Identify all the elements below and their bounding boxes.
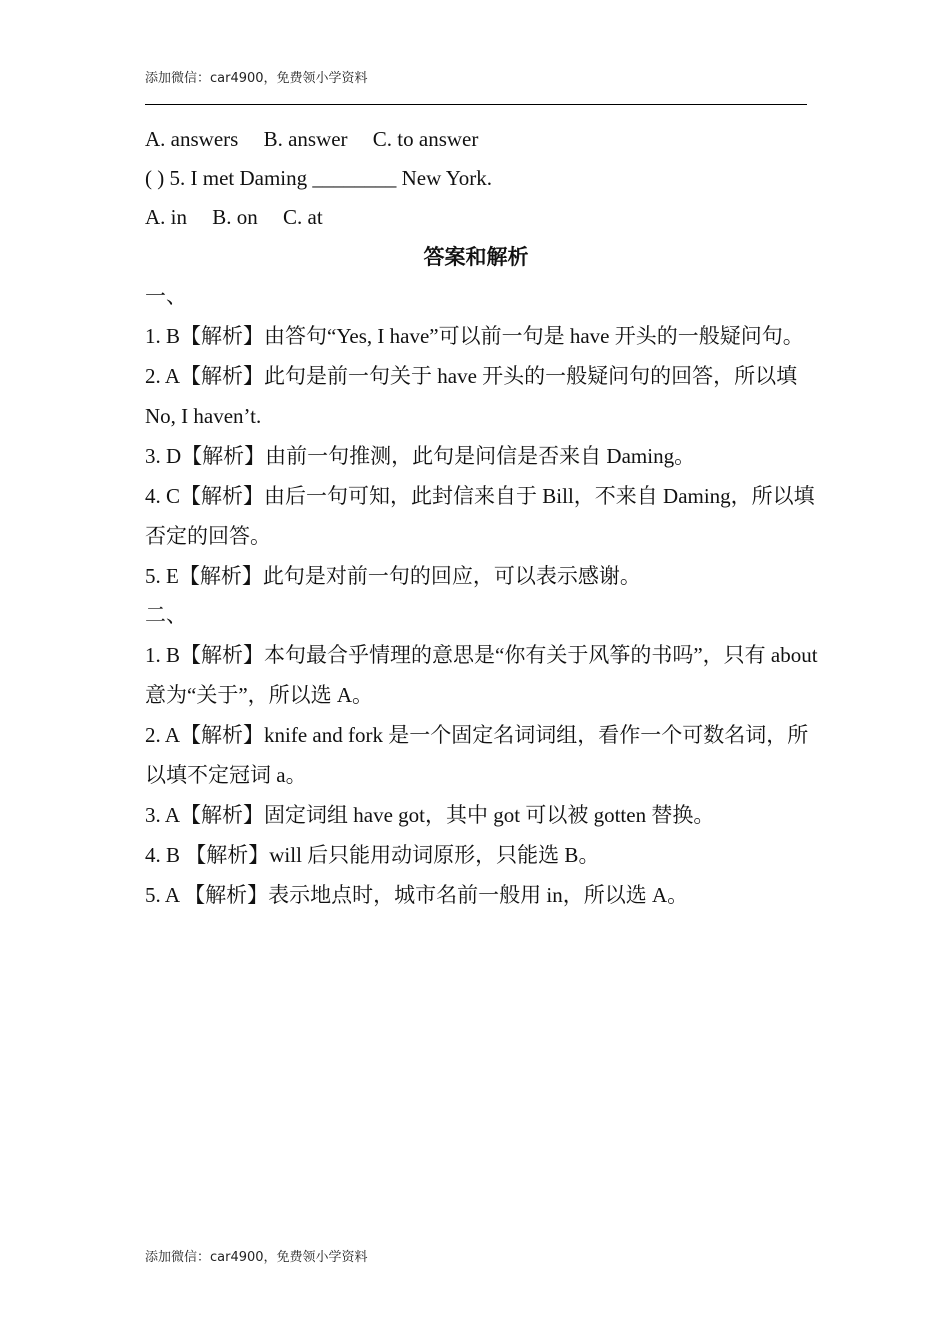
analysis-text: 固定词组 have got，其中 got 可以被 gotten 替换。 [264,803,715,827]
section-1-heading: 一、 [145,284,187,308]
analysis-text: 此句是对前一句的回应，可以表示感谢。 [262,564,641,588]
analysis-tag: 【解析】 [181,444,266,468]
answer-number: 2. A [145,364,181,388]
analysis-text: will 后只能用动词原形，只能选 B。 [269,843,600,867]
analysis-tag: 【解析】 [180,364,265,388]
answer-item [145,875,825,915]
analysis-tag: 【解析】 [180,803,265,827]
section-2-list [145,635,825,915]
answer-number: 3. A [145,803,181,827]
answer-number: 5. A [145,883,185,907]
answer-item [145,436,825,476]
option-c: C. to answer [372,127,479,151]
analysis-text: 此句是前一句关于 have 开头的一般疑问句的回答，所以填 No, I haven’t. [145,364,798,428]
answer-item [145,316,825,356]
analysis-tag: 【解析】 [178,564,263,588]
header-divider [145,104,807,105]
analysis-text: 由后一句可知，此封信来自于 Bill，不来自 Daming，所以填否定的回答。 [145,484,815,548]
footer-note: 添加微信：car4900，免费领小学资料 [145,1250,368,1265]
analysis-text: knife and fork 是一个固定名词词组，看作一个可数名词，所以填不定冠词 a。 [145,723,809,787]
answer-item [145,476,825,556]
answers-title: 答案和解析 [423,245,529,269]
document-body [145,120,825,915]
option-a: A. in [145,205,187,229]
option-b: B. answer [263,127,348,151]
answer-number: 1. B [145,643,181,667]
answer-item [145,635,825,715]
answer-item [145,556,825,596]
analysis-tag: 【解析】 [180,484,265,508]
analysis-tag: 【解析】 [184,883,269,907]
analysis-tag: 【解析】 [185,843,270,867]
answer-number: 5. E [145,564,179,588]
option-c: C. at [283,205,323,229]
analysis-text: 由答句“Yes, I have”可以前一句是 have 开头的一般疑问句。 [264,324,804,348]
section-2-heading: 二、 [145,603,187,627]
answer-number: 1. B [145,324,181,348]
option-b: B. on [212,205,258,229]
analysis-text: 由前一句推测，此句是问信是否来自 Daming。 [265,444,696,468]
answer-number: 4. C [145,484,181,508]
answer-item [145,356,825,436]
answer-number: 2. A [145,723,181,747]
answer-item [145,795,825,835]
question-5: ( ) 5. I met Daming ________ New York. [145,166,493,190]
analysis-text: 本句最合乎情理的意思是“你有关于风筝的书吗”，只有 about 意为“关于”，所以选 A。 [145,643,818,707]
analysis-tag: 【解析】 [180,643,265,667]
answer-item [145,715,825,795]
analysis-text: 表示地点时，城市名前一般用 in，所以选 A。 [268,883,689,907]
section-1-list [145,316,825,596]
answer-number: 3. D [145,444,182,468]
answer-number: 4. B [145,843,186,867]
q4-options [145,120,825,159]
analysis-tag: 【解析】 [180,723,265,747]
header-note: 添加微信：car4900，免费领小学资料 [145,71,368,86]
q5-options [145,198,825,237]
answer-item [145,835,825,875]
analysis-tag: 【解析】 [180,324,265,348]
option-a: A. answers [145,127,239,151]
